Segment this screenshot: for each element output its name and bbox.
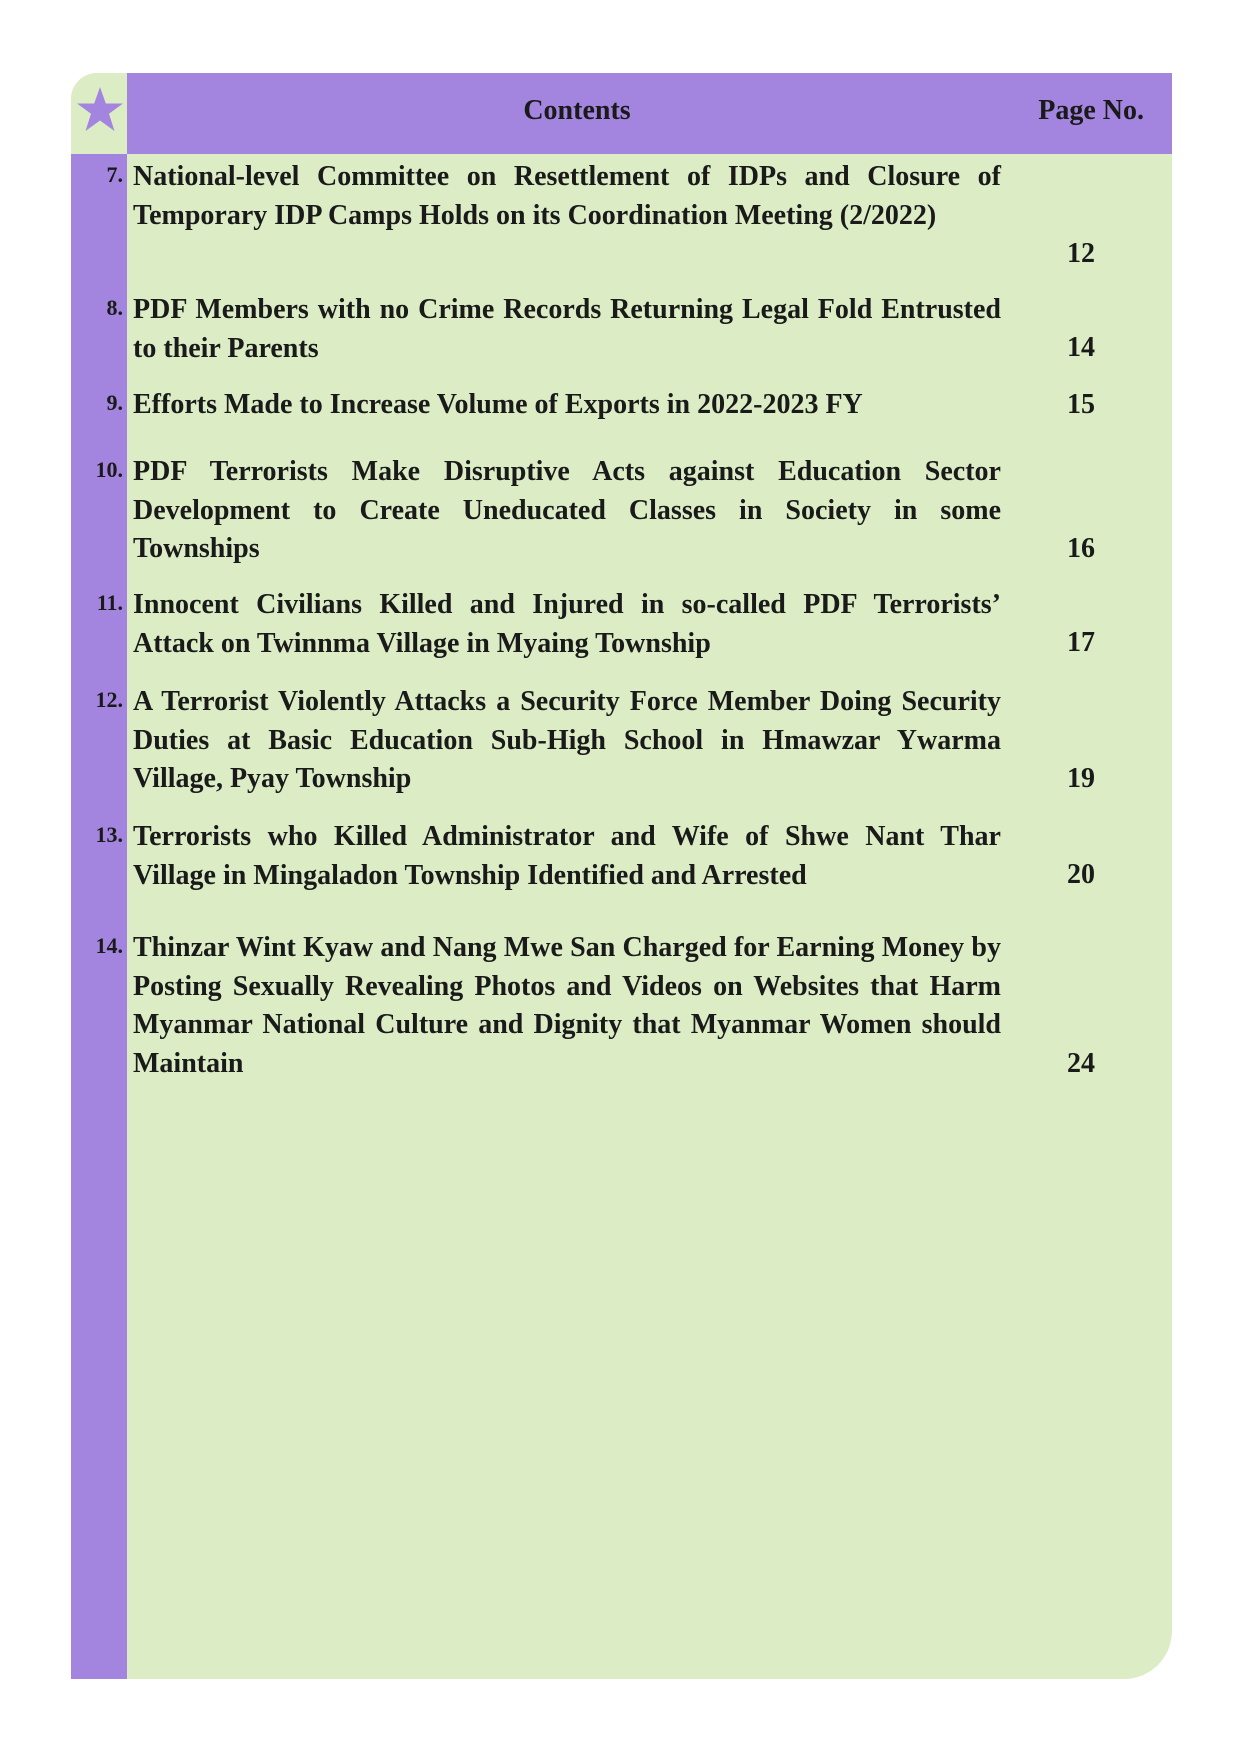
- entry-page-number[interactable]: 15: [1067, 389, 1095, 420]
- entry-page-number[interactable]: 16: [1067, 533, 1095, 564]
- number-column-strip: [71, 154, 127, 1679]
- entry-title[interactable]: A Terrorist Violently Attacks a Security Force Member Doing Security Duties at Basic Education Sub-High School in Hmawzar Ywarma Village, Pyay Township: [133, 686, 1001, 794]
- entry-title[interactable]: Efforts Made to Increase Volume of Exports in 2022-2023 FY: [133, 389, 863, 420]
- entry-number: 13.: [95, 822, 123, 847]
- entry-number: 14.: [95, 933, 123, 958]
- entry-title[interactable]: Innocent Civilians Killed and Injured in so-called PDF Terrorists’ Attack on Twinnma Village in Myaing Township: [133, 589, 1001, 659]
- entry-page-number[interactable]: 14: [1067, 332, 1095, 363]
- entry-page-number[interactable]: 20: [1067, 859, 1095, 890]
- entry-page-number[interactable]: 17: [1067, 627, 1095, 658]
- entry-title[interactable]: PDF Terrorists Make Disruptive Acts against Education Sector Development to Create Uneducated Classes in Society in some Townships: [133, 456, 1001, 564]
- entry-title[interactable]: National-level Committee on Resettlement of IDPs and Closure of Temporary IDP Camps Holds on its Coordination Meeting (2/2022): [133, 161, 1001, 231]
- entry-title[interactable]: PDF Members with no Crime Records Returning Legal Fold Entrusted to their Parents: [133, 294, 1001, 364]
- contents-header: [127, 73, 1172, 154]
- contents-panel: [71, 73, 1172, 1679]
- entry-page-number[interactable]: 12: [1067, 238, 1095, 269]
- entry-number: 7.: [106, 162, 123, 187]
- entry-title[interactable]: Thinzar Wint Kyaw and Nang Mwe San Charged for Earning Money by Posting Sexually Revealing Photos and Videos on Websites that Harm Myanmar National Culture and Dignity that Myanmar Women should Maintain: [133, 932, 1001, 1079]
- entry-number: 9.: [106, 390, 123, 415]
- entry-number: 12.: [95, 687, 123, 712]
- entry-number: 10.: [95, 457, 123, 482]
- entry-page-number[interactable]: 19: [1067, 763, 1095, 794]
- contents-heading: Contents: [523, 95, 631, 126]
- entry-number: 11.: [96, 590, 123, 615]
- entry-title[interactable]: Terrorists who Killed Administrator and Wife of Shwe Nant Thar Village in Mingaladon Township Identified and Arrested: [133, 821, 1001, 891]
- star-icon: [76, 85, 124, 135]
- entry-page-number[interactable]: 24: [1067, 1048, 1095, 1079]
- page-number-heading: Page No.: [1038, 95, 1144, 126]
- corner-cell: [71, 73, 127, 154]
- entry-number: 8.: [106, 295, 123, 320]
